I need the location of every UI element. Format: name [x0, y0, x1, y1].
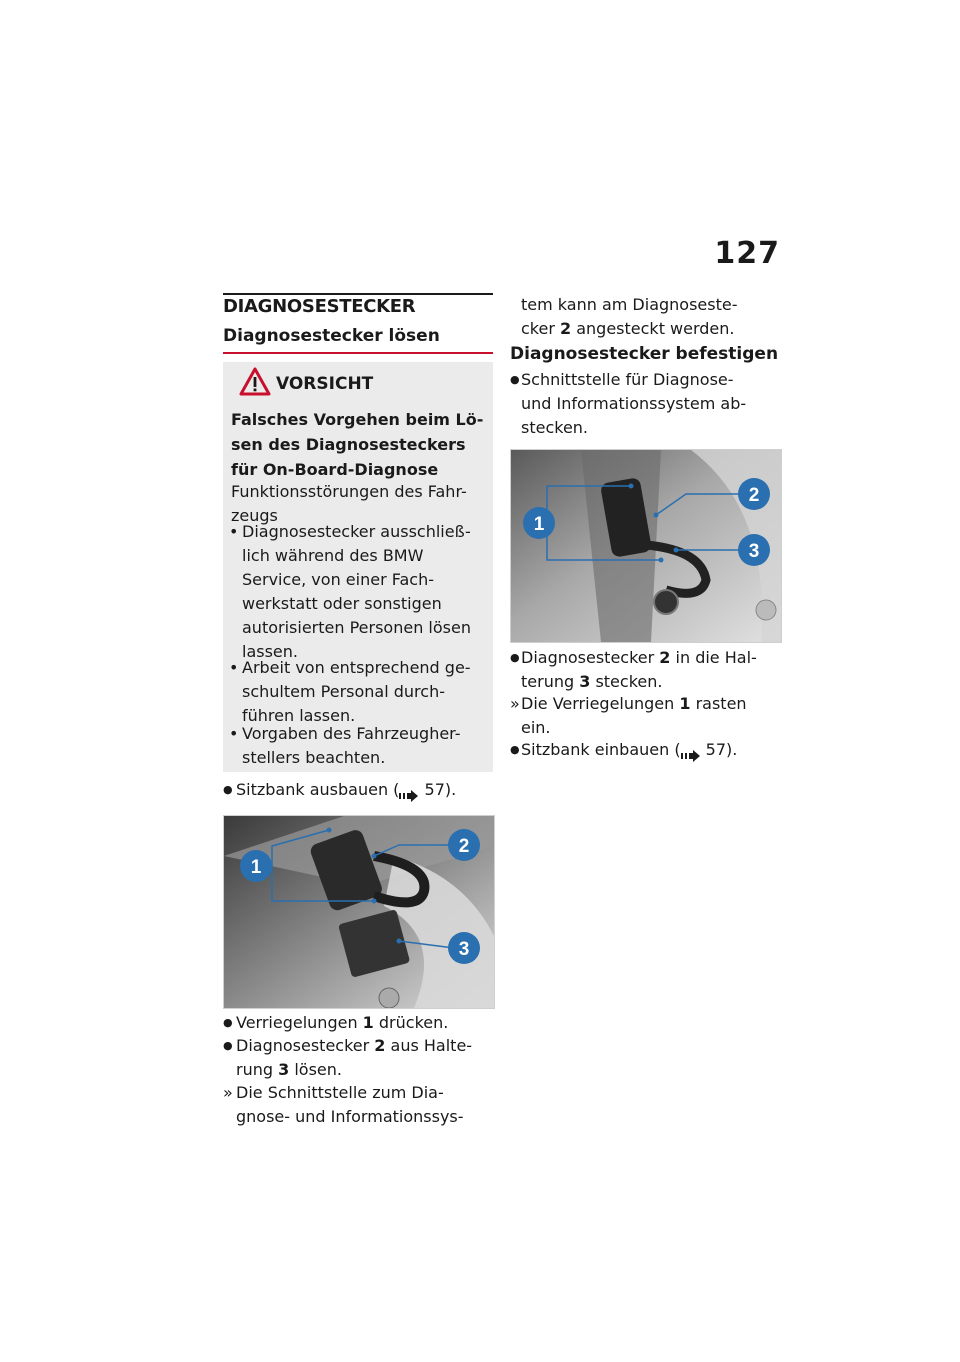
callout-2: 2: [458, 836, 470, 857]
step-text: in die Hal-: [670, 648, 757, 667]
figure-attach-connector: [510, 449, 782, 643]
warning-bullet-line: schultem Personal durch-: [242, 682, 445, 701]
section-rule: [223, 293, 493, 295]
warning-bullet-line: stellers beachten.: [242, 748, 386, 767]
step-text: Diagnosestecker: [521, 648, 660, 667]
warning-bullet-line: werkstatt oder sonstigen: [242, 594, 442, 613]
figure-release-connector: [223, 815, 495, 1009]
warning-bullet-1: [242, 520, 487, 664]
warning-bullet-line: führen lassen.: [242, 706, 356, 725]
step-text: terung: [521, 672, 580, 691]
step-remove-seat: [236, 778, 496, 802]
page-reference[interactable]: 57: [705, 740, 727, 759]
step-line: stecken.: [521, 418, 589, 437]
warning-bullet-3: [242, 722, 487, 770]
warning-bullet-line: lassen.: [242, 642, 298, 661]
step-line: Schnittstelle für Diagnose-: [521, 370, 734, 389]
result-line: gnose- und Informationssys-: [236, 1107, 464, 1126]
result-marker: »: [223, 1083, 233, 1102]
warning-consequence-line: Funktionsstörungen des Fahr-: [231, 482, 467, 501]
step-number: 1: [679, 694, 691, 713]
step-bullet-marker: ●: [510, 743, 520, 756]
result-text: Die Verriegelungen: [521, 694, 680, 713]
result-locks-engage: [521, 692, 747, 740]
result-line: cker: [521, 319, 560, 338]
step-text: stecken.: [590, 672, 663, 691]
step-text: Sitzbank einbauen (: [521, 740, 681, 759]
warning-triangle-icon: [239, 367, 271, 397]
step-text: rung: [236, 1060, 279, 1079]
step-number: 3: [579, 672, 591, 691]
step-number: 2: [560, 319, 572, 338]
step-text: lösen.: [289, 1060, 342, 1079]
step-number: 1: [362, 1013, 374, 1032]
step-text: Sitzbank ausbauen (: [236, 780, 400, 799]
warning-bullet-line: autorisierten Personen lösen: [242, 618, 471, 637]
warning-heading: [231, 407, 487, 482]
warning-bullet-line: Service, von einer Fach-: [242, 570, 434, 589]
warning-bullet-marker: •: [229, 522, 239, 541]
step-text: Verriegelungen: [236, 1013, 363, 1032]
arrow-reference-icon[interactable]: [399, 785, 419, 797]
step-text: aus Halte-: [385, 1036, 473, 1055]
page-number: 127: [714, 236, 780, 271]
callout-1: 1: [250, 857, 262, 878]
step-insert-connector: [521, 646, 757, 694]
result-continued: [521, 293, 737, 341]
warning-bullet-line: lich während des BMW: [242, 546, 424, 565]
step-text: Diagnosestecker: [236, 1036, 375, 1055]
step-text: ).: [444, 780, 457, 799]
warning-title: VORSICHT: [276, 374, 374, 394]
result-interface: [236, 1081, 464, 1129]
page-reference[interactable]: 57: [424, 780, 445, 799]
result-line: angesteckt werden.: [571, 319, 735, 338]
subsection-title-attach: Diagnosestecker befestigen: [510, 344, 779, 364]
warning-bullet-2: [242, 656, 487, 728]
warning-bullet-line: Arbeit von entsprechend ge-: [242, 658, 471, 677]
step-bullet-marker: ●: [510, 651, 520, 664]
step-press-locks: [236, 1011, 448, 1035]
step-text: drücken.: [373, 1013, 449, 1032]
callout-3: 3: [748, 541, 760, 562]
warning-consequence-line: zeugs: [231, 506, 278, 525]
step-bullet-marker: ●: [223, 783, 233, 796]
arrow-reference-icon[interactable]: [681, 745, 701, 757]
step-bullet-marker: ●: [223, 1016, 233, 1029]
step-number: 2: [659, 648, 671, 667]
callout-1: 1: [533, 514, 545, 535]
subsection-rule: [223, 352, 493, 354]
warning-heading-line: für On-Board-Diagnose: [231, 460, 439, 479]
step-bullet-marker: ●: [510, 373, 520, 386]
warning-heading-line: sen des Diagnosesteckers: [231, 435, 466, 454]
step-number: 2: [374, 1036, 386, 1055]
warning-bullet-line: Diagnosestecker ausschließ-: [242, 522, 471, 541]
result-marker: »: [510, 694, 520, 713]
warning-bullet-marker: •: [229, 658, 239, 677]
step-text: ).: [726, 740, 738, 759]
warning-bullet-marker: •: [229, 724, 239, 743]
step-release-connector: [236, 1034, 472, 1082]
step-number: 3: [278, 1060, 290, 1079]
section-title: DIAGNOSESTECKER: [223, 296, 416, 317]
callout-3: 3: [458, 939, 470, 960]
step-disconnect-interface: [521, 368, 746, 440]
result-text: rasten: [690, 694, 747, 713]
callout-2: 2: [748, 485, 760, 506]
step-install-seat: [521, 738, 737, 762]
step-line: und Informationssystem ab-: [521, 394, 747, 413]
step-bullet-marker: ●: [223, 1039, 233, 1052]
result-text: ein.: [521, 718, 551, 737]
subsection-title-release: Diagnosestecker lösen: [223, 326, 440, 346]
warning-heading-line: Falsches Vorgehen beim Lö-: [231, 410, 484, 429]
warning-bullet-line: Vorgaben des Fahrzeugher-: [242, 724, 461, 743]
result-line: Die Schnittstelle zum Dia-: [236, 1083, 444, 1102]
result-line: tem kann am Diagnoseste-: [521, 295, 738, 314]
